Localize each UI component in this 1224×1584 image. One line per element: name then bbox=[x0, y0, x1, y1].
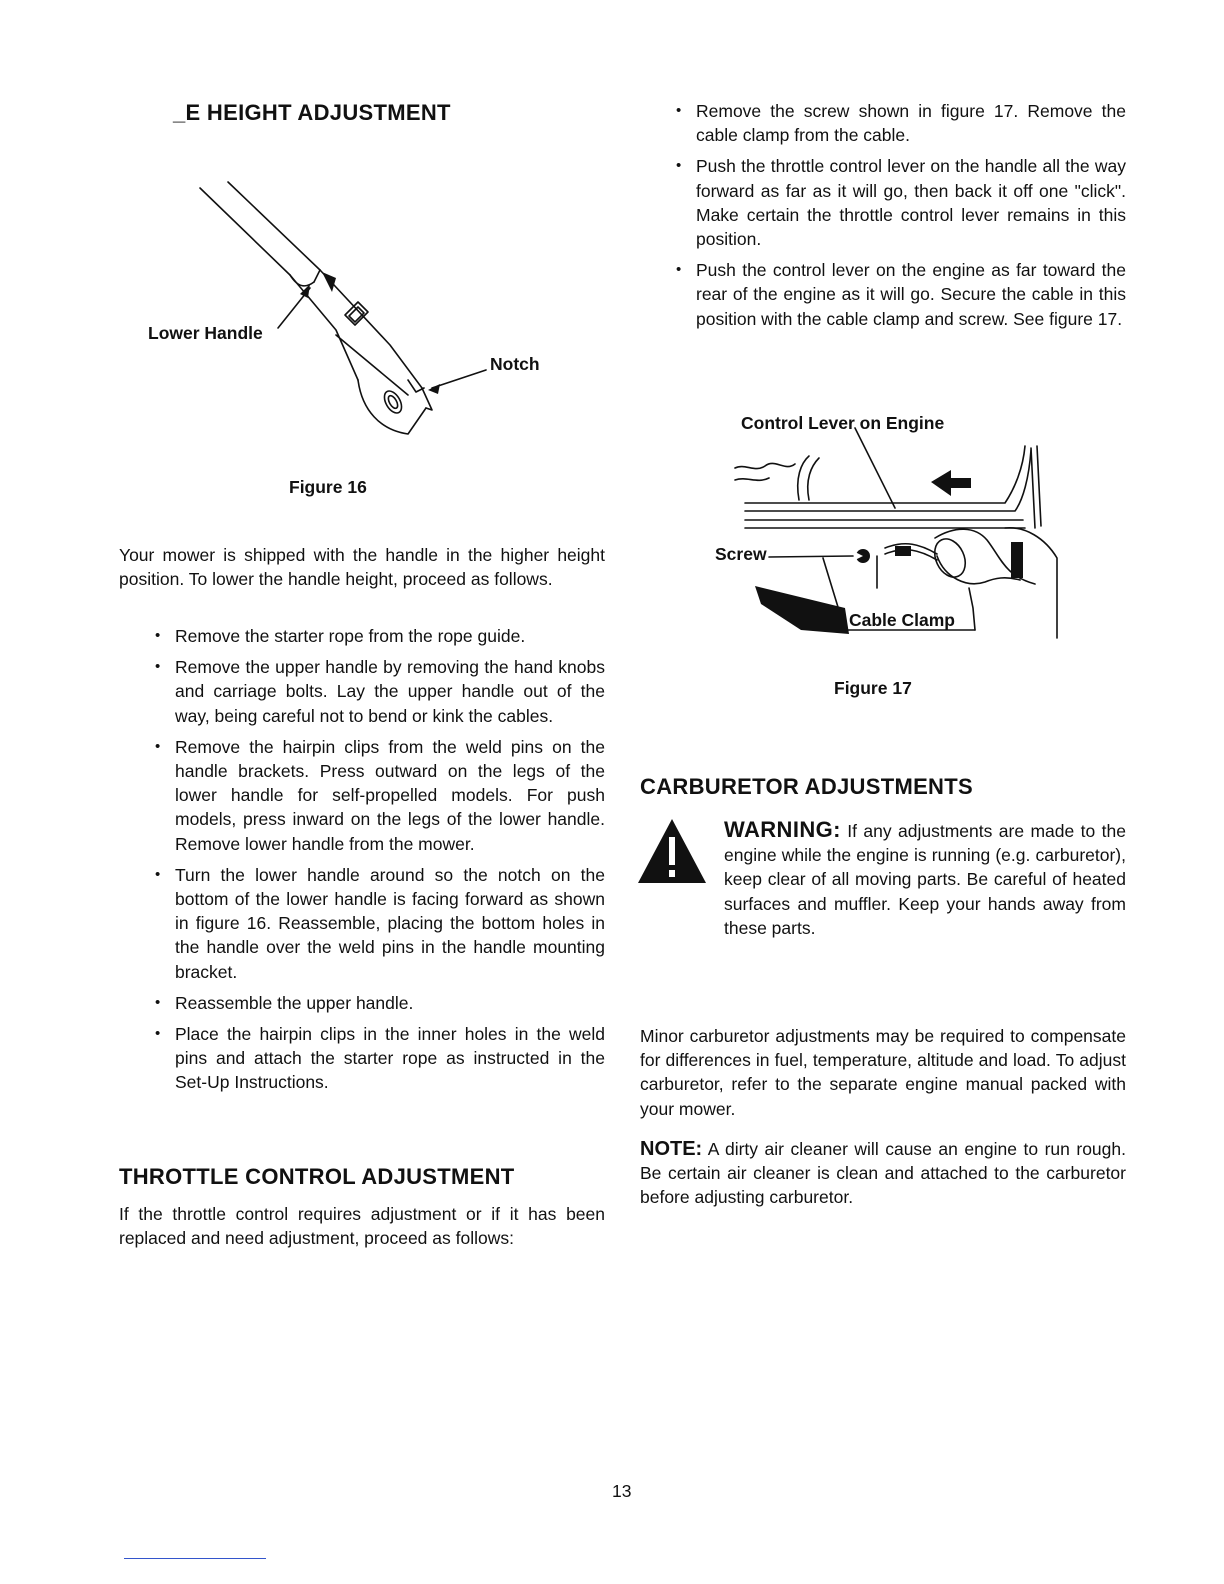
page-number: 13 bbox=[612, 1481, 632, 1501]
throttle-steps-list bbox=[696, 99, 1126, 331]
note-title: NOTE: bbox=[640, 1138, 703, 1160]
heading-carburetor: CARBURETOR ADJUSTMENTS bbox=[640, 774, 973, 799]
handle-steps-list bbox=[175, 624, 605, 1095]
label-control-lever: Control Lever on Engine bbox=[741, 413, 945, 433]
label-notch: Notch bbox=[490, 354, 540, 374]
list-item: • Turn the lower handle around so the notch on the bottom of the lower handle is facing forward as shown in figure 16. Reassemble, placing the bottom holes in the handle over the weld pins in the handle mounting bracket. bbox=[175, 863, 605, 984]
warning-title: WARNING: bbox=[724, 817, 841, 842]
warning-text: If any adjustments are made to the engine while the engine is running (e.g. carburetor), keep clear of all moving parts. Be careful of heated surfaces and muffler. Keep your hands away from these parts. bbox=[724, 821, 1126, 938]
list-item: • Push the throttle control lever on the handle all the way forward as far as it will go, then back it off one "click". Make certain the throttle control lever remains in this position. bbox=[696, 154, 1126, 251]
note-paragraph bbox=[640, 1137, 1126, 1210]
heading-handle-height: _E HEIGHT ADJUSTMENT bbox=[173, 100, 451, 125]
intro-paragraph: Your mower is shipped with the handle in the higher height position. To lower the handle height, proceed as follows. bbox=[119, 545, 605, 590]
list-item: • Reassemble the upper handle. bbox=[175, 991, 605, 1015]
note-text: A dirty air cleaner will cause an engine to run rough. Be certain air cleaner is clean and attached to the carburetor before adjusting carburetor. bbox=[640, 1139, 1126, 1208]
caption-figure-17: Figure 17 bbox=[834, 678, 912, 698]
figure-16 bbox=[140, 170, 580, 470]
list-item: • Place the hairpin clips in the inner holes in the weld pins and attach the starter rope as instructed in the Set-Up Instructions. bbox=[175, 1022, 605, 1095]
footer-rule bbox=[124, 1558, 266, 1559]
throttle-intro-paragraph: If the throttle control requires adjustment or if it has been replaced and need adjustment, proceed as follows: bbox=[119, 1204, 605, 1249]
label-cable-clamp: Cable Clamp bbox=[849, 610, 955, 630]
lower-handle-illustration bbox=[140, 170, 580, 470]
figure-17 bbox=[705, 408, 1085, 668]
label-screw: Screw bbox=[715, 544, 767, 564]
heading-throttle-control: THROTTLE CONTROL ADJUSTMENT bbox=[119, 1164, 515, 1189]
list-item: • Remove the starter rope from the rope guide. bbox=[175, 624, 605, 648]
warning-paragraph bbox=[724, 818, 1126, 940]
warning-triangle-icon bbox=[636, 817, 708, 887]
list-item: • Push the control lever on the engine as far toward the rear of the engine as it will go. Secure the cable in this position with the cable clamp and screw. See figure 17. bbox=[696, 258, 1126, 331]
label-lower-handle: Lower Handle bbox=[148, 323, 263, 343]
carburetor-paragraph: Minor carburetor adjustments may be required to compensate for differences in fuel, temperature, altitude and load. To adjust carburetor, refer to the separate engine manual packed with your mower. bbox=[640, 1026, 1126, 1119]
caption-figure-16: Figure 16 bbox=[289, 477, 367, 497]
list-item: • Remove the upper handle by removing the hand knobs and carriage bolts. Lay the upper handle out of the way, being careful not to bend or kink the cables. bbox=[175, 655, 605, 728]
list-item: • Remove the screw shown in figure 17. Remove the cable clamp from the cable. bbox=[696, 99, 1126, 147]
warning-triangle-glyph bbox=[636, 817, 708, 887]
list-item: • Remove the hairpin clips from the weld pins on the handle brackets. Press outward on the legs of the lower handle for self-propelled models. For push models, press inward on the legs of the lower handle. Remove lower handle from the mower. bbox=[175, 735, 605, 856]
